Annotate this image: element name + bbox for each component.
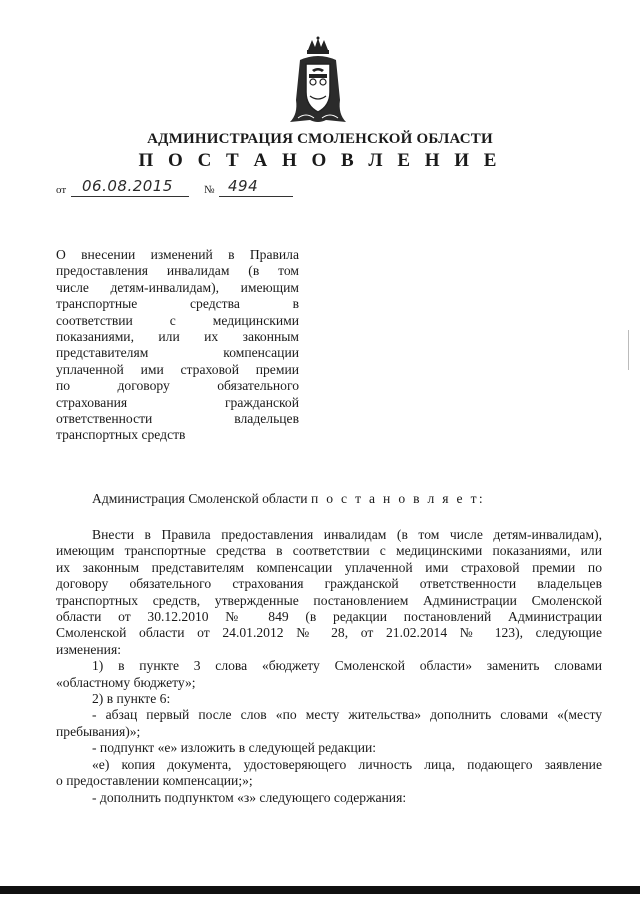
subject-line: показаниями, или их законным bbox=[56, 329, 299, 345]
body-line: Смоленской области от 24.01.2012 № 28, от 21.02.2014 № 123), следующие bbox=[56, 625, 602, 641]
body-line: транспортных средств, утвержденные постановлением Администрации Смоленской bbox=[56, 592, 602, 608]
subject-line: транспортные средства в bbox=[56, 296, 299, 312]
body-line: договору обязательного страхования гражданской ответственности владельцев bbox=[56, 576, 602, 592]
resolution-body bbox=[56, 527, 602, 806]
subject-line: транспортных средств bbox=[56, 427, 186, 443]
organization-title: АДМИНИСТРАЦИЯ СМОЛЕНСКОЙ ОБЛАСТИ bbox=[147, 131, 493, 147]
body-line: о предоставлении компенсации;»; bbox=[56, 773, 253, 789]
body-line: их законным представителям компенсации уплаченной ими страховой премии по bbox=[56, 559, 602, 575]
body-line: изменения: bbox=[56, 641, 121, 657]
resolution-intro bbox=[92, 491, 485, 507]
body-line: пребывания)»; bbox=[56, 723, 141, 739]
subject-line: ответственности владельцев bbox=[56, 411, 299, 427]
intro-resolves: п о с т а н о в л я е т: bbox=[310, 491, 485, 506]
subject-line: предоставления инвалидам (в том bbox=[56, 263, 299, 279]
number-label: № bbox=[204, 184, 215, 196]
subject-line: О внесении изменений в Правила bbox=[56, 247, 299, 262]
date-label: от bbox=[56, 184, 67, 196]
subject-line: страхования гражданской bbox=[56, 394, 299, 410]
intro-text: Администрация Смоленской области bbox=[92, 491, 311, 506]
body-line: «е) копия документа, удостоверяющего личность лица, подающего заявление bbox=[92, 756, 602, 772]
body-line: области от 30.12.2010 № 849 (в редакции постановлений Администрации bbox=[56, 609, 602, 625]
scan-edge-mark bbox=[628, 330, 629, 370]
scan-bottom-border bbox=[0, 886, 640, 894]
subject-line: представителям компенсации bbox=[56, 345, 299, 361]
body-line: имеющим транспортные средства в соответствии с медицинскими показаниями, или bbox=[56, 543, 602, 559]
body-line: «областному бюджету»; bbox=[56, 674, 196, 690]
document-type-title: П О С Т А Н О В Л Е Н И Е bbox=[138, 150, 502, 171]
subject-line: по договору обязательного bbox=[56, 378, 299, 394]
body-line: - подпункт «е» изложить в следующей редакции: bbox=[92, 740, 377, 756]
number-underline bbox=[219, 196, 293, 197]
body-line: Внести в Правила предоставления инвалидам (в том числе детям-инвалидам), bbox=[92, 527, 602, 542]
date-underline bbox=[71, 196, 189, 197]
body-line: 1) в пункте 3 слова «бюджету Смоленской области» заменить словами bbox=[92, 658, 602, 674]
coat-of-arms-icon bbox=[286, 36, 350, 126]
subject-line: соответствии с медицинскими bbox=[56, 312, 299, 328]
body-line: - дополнить подпунктом «з» следующего содержания: bbox=[92, 789, 407, 805]
number-value: 494 bbox=[228, 177, 259, 195]
document-subject bbox=[56, 247, 299, 444]
date-value: 06.08.2015 bbox=[82, 177, 173, 195]
body-line: 2) в пункте 6: bbox=[92, 691, 171, 707]
subject-line: уплаченной ими страховой премии bbox=[56, 361, 299, 377]
body-line: - абзац первый после слов «по месту жительства» дополнить словами «(месту bbox=[92, 707, 602, 723]
subject-line: числе детям-инвалидам), имеющим bbox=[56, 279, 299, 295]
